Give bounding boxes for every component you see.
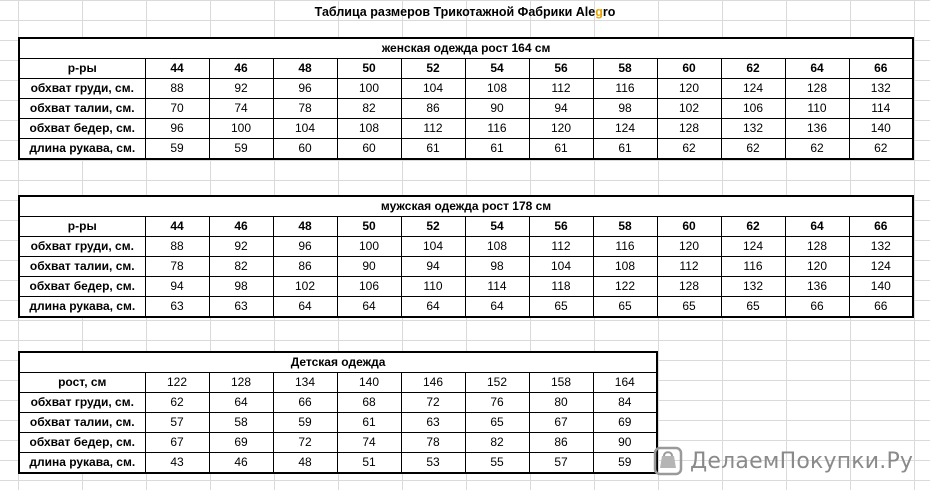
value-cell: 86 xyxy=(273,257,337,277)
value-cell: 82 xyxy=(337,99,401,119)
shopping-bag-icon xyxy=(652,446,684,476)
value-cell: 70 xyxy=(145,99,209,119)
value-cell: 86 xyxy=(529,433,593,453)
size-cell: 66 xyxy=(849,217,913,237)
value-cell: 112 xyxy=(529,79,593,99)
value-cell: 128 xyxy=(657,119,721,139)
size-cell: 164 xyxy=(593,373,657,393)
value-cell: 66 xyxy=(785,297,849,318)
kids-heights-row xyxy=(19,373,657,393)
size-cell: 48 xyxy=(273,217,337,237)
value-cell: 59 xyxy=(145,139,209,160)
value-cell: 122 xyxy=(593,277,657,297)
value-cell: 74 xyxy=(209,99,273,119)
table-row xyxy=(19,433,657,453)
value-cell: 88 xyxy=(145,237,209,257)
value-cell: 61 xyxy=(401,139,465,160)
value-cell: 102 xyxy=(273,277,337,297)
size-cell: 44 xyxy=(145,59,209,79)
men-sizes-row xyxy=(19,217,913,237)
value-cell: 116 xyxy=(465,119,529,139)
value-cell: 78 xyxy=(273,99,337,119)
row-label: обхват бедер, см. xyxy=(19,119,145,139)
value-cell: 84 xyxy=(593,393,657,413)
value-cell: 102 xyxy=(657,99,721,119)
size-cell: 58 xyxy=(593,59,657,79)
value-cell: 72 xyxy=(401,393,465,413)
size-cell: 60 xyxy=(657,217,721,237)
row-label: р-ры xyxy=(19,59,145,79)
value-cell: 63 xyxy=(209,297,273,318)
value-cell: 98 xyxy=(209,277,273,297)
value-cell: 120 xyxy=(657,237,721,257)
value-cell: 72 xyxy=(273,433,337,453)
value-cell: 66 xyxy=(849,297,913,318)
table-row xyxy=(19,119,913,139)
row-label: длина рукава, см. xyxy=(19,297,145,318)
value-cell: 128 xyxy=(657,277,721,297)
value-cell: 110 xyxy=(401,277,465,297)
value-cell: 124 xyxy=(721,79,785,99)
value-cell: 86 xyxy=(401,99,465,119)
value-cell: 60 xyxy=(273,139,337,160)
value-cell: 53 xyxy=(401,453,465,474)
value-cell: 128 xyxy=(785,79,849,99)
value-cell: 61 xyxy=(337,413,401,433)
value-cell: 120 xyxy=(785,257,849,277)
kids-table-header: Детская одежда xyxy=(19,352,657,373)
value-cell: 62 xyxy=(849,139,913,160)
value-cell: 92 xyxy=(209,79,273,99)
size-cell: 54 xyxy=(465,59,529,79)
value-cell: 96 xyxy=(273,79,337,99)
value-cell: 61 xyxy=(529,139,593,160)
value-cell: 63 xyxy=(145,297,209,318)
women-size-table xyxy=(18,37,914,160)
value-cell: 90 xyxy=(593,433,657,453)
value-cell: 132 xyxy=(849,79,913,99)
value-cell: 66 xyxy=(273,393,337,413)
value-cell: 55 xyxy=(465,453,529,474)
value-cell: 104 xyxy=(529,257,593,277)
value-cell: 64 xyxy=(401,297,465,318)
size-cell: 62 xyxy=(721,59,785,79)
value-cell: 92 xyxy=(209,237,273,257)
value-cell: 120 xyxy=(529,119,593,139)
row-label: длина рукава, см. xyxy=(19,453,145,474)
value-cell: 136 xyxy=(785,119,849,139)
value-cell: 116 xyxy=(593,237,657,257)
value-cell: 94 xyxy=(145,277,209,297)
value-cell: 124 xyxy=(593,119,657,139)
men-size-table xyxy=(18,195,914,318)
size-cell: 64 xyxy=(785,59,849,79)
size-cell: 66 xyxy=(849,59,913,79)
value-cell: 96 xyxy=(273,237,337,257)
table-row xyxy=(19,297,913,318)
value-cell: 78 xyxy=(145,257,209,277)
value-cell: 80 xyxy=(529,393,593,413)
size-cell: 58 xyxy=(593,217,657,237)
value-cell: 100 xyxy=(337,237,401,257)
value-cell: 65 xyxy=(657,297,721,318)
row-label: обхват груди, см. xyxy=(19,79,145,99)
value-cell: 140 xyxy=(849,277,913,297)
value-cell: 74 xyxy=(337,433,401,453)
size-cell: 46 xyxy=(209,59,273,79)
value-cell: 114 xyxy=(849,99,913,119)
value-cell: 132 xyxy=(849,237,913,257)
value-cell: 68 xyxy=(337,393,401,413)
table-row xyxy=(19,277,913,297)
value-cell: 78 xyxy=(401,433,465,453)
value-cell: 108 xyxy=(337,119,401,139)
value-cell: 57 xyxy=(529,453,593,474)
value-cell: 67 xyxy=(145,433,209,453)
value-cell: 59 xyxy=(593,453,657,474)
value-cell: 104 xyxy=(401,237,465,257)
value-cell: 82 xyxy=(465,433,529,453)
value-cell: 64 xyxy=(273,297,337,318)
value-cell: 106 xyxy=(721,99,785,119)
size-cell: 146 xyxy=(401,373,465,393)
row-label: длина рукава, см. xyxy=(19,139,145,160)
value-cell: 94 xyxy=(529,99,593,119)
value-cell: 106 xyxy=(337,277,401,297)
value-cell: 100 xyxy=(209,119,273,139)
size-cell: 56 xyxy=(529,217,593,237)
value-cell: 112 xyxy=(529,237,593,257)
value-cell: 124 xyxy=(721,237,785,257)
size-cell: 56 xyxy=(529,59,593,79)
value-cell: 76 xyxy=(465,393,529,413)
value-cell: 124 xyxy=(849,257,913,277)
table-row xyxy=(19,257,913,277)
title-prefix: Таблица размеров Трикотажной Фабрики Ale xyxy=(314,5,596,19)
size-cell: 48 xyxy=(273,59,337,79)
value-cell: 90 xyxy=(337,257,401,277)
table-row xyxy=(19,139,913,160)
table-row xyxy=(19,79,913,99)
value-cell: 43 xyxy=(145,453,209,474)
value-cell: 120 xyxy=(657,79,721,99)
title-suffix: ro xyxy=(602,5,616,19)
value-cell: 104 xyxy=(401,79,465,99)
value-cell: 62 xyxy=(785,139,849,160)
value-cell: 136 xyxy=(785,277,849,297)
title-highlight: g xyxy=(595,5,603,19)
value-cell: 62 xyxy=(721,139,785,160)
value-cell: 65 xyxy=(529,297,593,318)
value-cell: 90 xyxy=(465,99,529,119)
row-label: обхват бедер, см. xyxy=(19,277,145,297)
row-label: обхват груди, см. xyxy=(19,393,145,413)
table-row xyxy=(19,99,913,119)
value-cell: 112 xyxy=(657,257,721,277)
value-cell: 114 xyxy=(465,277,529,297)
size-cell: 158 xyxy=(529,373,593,393)
size-cell: 44 xyxy=(145,217,209,237)
page-title xyxy=(0,3,930,21)
value-cell: 69 xyxy=(593,413,657,433)
value-cell: 108 xyxy=(465,79,529,99)
value-cell: 51 xyxy=(337,453,401,474)
value-cell: 64 xyxy=(209,393,273,413)
table-row xyxy=(19,453,657,474)
value-cell: 98 xyxy=(593,99,657,119)
size-cell: 134 xyxy=(273,373,337,393)
value-cell: 58 xyxy=(209,413,273,433)
value-cell: 104 xyxy=(273,119,337,139)
watermark-text: ДелаемПокупки.Ру xyxy=(690,448,914,474)
men-table-header: мужская одежда рост 178 см xyxy=(19,196,913,217)
value-cell: 60 xyxy=(337,139,401,160)
value-cell: 59 xyxy=(273,413,337,433)
value-cell: 46 xyxy=(209,453,273,474)
size-cell: 140 xyxy=(337,373,401,393)
size-cell: 52 xyxy=(401,59,465,79)
value-cell: 62 xyxy=(657,139,721,160)
row-label: обхват талии, см. xyxy=(19,99,145,119)
value-cell: 96 xyxy=(145,119,209,139)
size-cell: 52 xyxy=(401,217,465,237)
size-cell: 152 xyxy=(465,373,529,393)
value-cell: 64 xyxy=(337,297,401,318)
table-row xyxy=(19,237,913,257)
size-cell: 60 xyxy=(657,59,721,79)
value-cell: 108 xyxy=(465,237,529,257)
size-cell: 54 xyxy=(465,217,529,237)
table-row xyxy=(19,413,657,433)
row-label: обхват талии, см. xyxy=(19,257,145,277)
row-label: р-ры xyxy=(19,217,145,237)
row-label: обхват талии, см. xyxy=(19,413,145,433)
value-cell: 59 xyxy=(209,139,273,160)
row-label: обхват груди, см. xyxy=(19,237,145,257)
value-cell: 132 xyxy=(721,277,785,297)
size-cell: 46 xyxy=(209,217,273,237)
kids-size-table xyxy=(18,351,658,474)
value-cell: 64 xyxy=(465,297,529,318)
value-cell: 100 xyxy=(337,79,401,99)
value-cell: 112 xyxy=(401,119,465,139)
value-cell: 61 xyxy=(465,139,529,160)
size-cell: 50 xyxy=(337,217,401,237)
value-cell: 62 xyxy=(145,393,209,413)
women-sizes-row xyxy=(19,59,913,79)
value-cell: 116 xyxy=(721,257,785,277)
value-cell: 118 xyxy=(529,277,593,297)
value-cell: 69 xyxy=(209,433,273,453)
size-cell: 122 xyxy=(145,373,209,393)
table-row xyxy=(19,393,657,413)
value-cell: 65 xyxy=(721,297,785,318)
value-cell: 61 xyxy=(593,139,657,160)
women-table-header: женская одежда рост 164 см xyxy=(19,38,913,59)
value-cell: 110 xyxy=(785,99,849,119)
value-cell: 98 xyxy=(465,257,529,277)
value-cell: 57 xyxy=(145,413,209,433)
value-cell: 132 xyxy=(721,119,785,139)
value-cell: 82 xyxy=(209,257,273,277)
size-cell: 128 xyxy=(209,373,273,393)
value-cell: 63 xyxy=(401,413,465,433)
size-cell: 64 xyxy=(785,217,849,237)
value-cell: 94 xyxy=(401,257,465,277)
value-cell: 88 xyxy=(145,79,209,99)
value-cell: 48 xyxy=(273,453,337,474)
value-cell: 116 xyxy=(593,79,657,99)
value-cell: 140 xyxy=(849,119,913,139)
size-cell: 62 xyxy=(721,217,785,237)
row-label: рост, см xyxy=(19,373,145,393)
row-label: обхват бедер, см. xyxy=(19,433,145,453)
value-cell: 65 xyxy=(465,413,529,433)
value-cell: 108 xyxy=(593,257,657,277)
value-cell: 128 xyxy=(785,237,849,257)
watermark xyxy=(652,446,913,476)
value-cell: 65 xyxy=(593,297,657,318)
size-cell: 50 xyxy=(337,59,401,79)
value-cell: 67 xyxy=(529,413,593,433)
